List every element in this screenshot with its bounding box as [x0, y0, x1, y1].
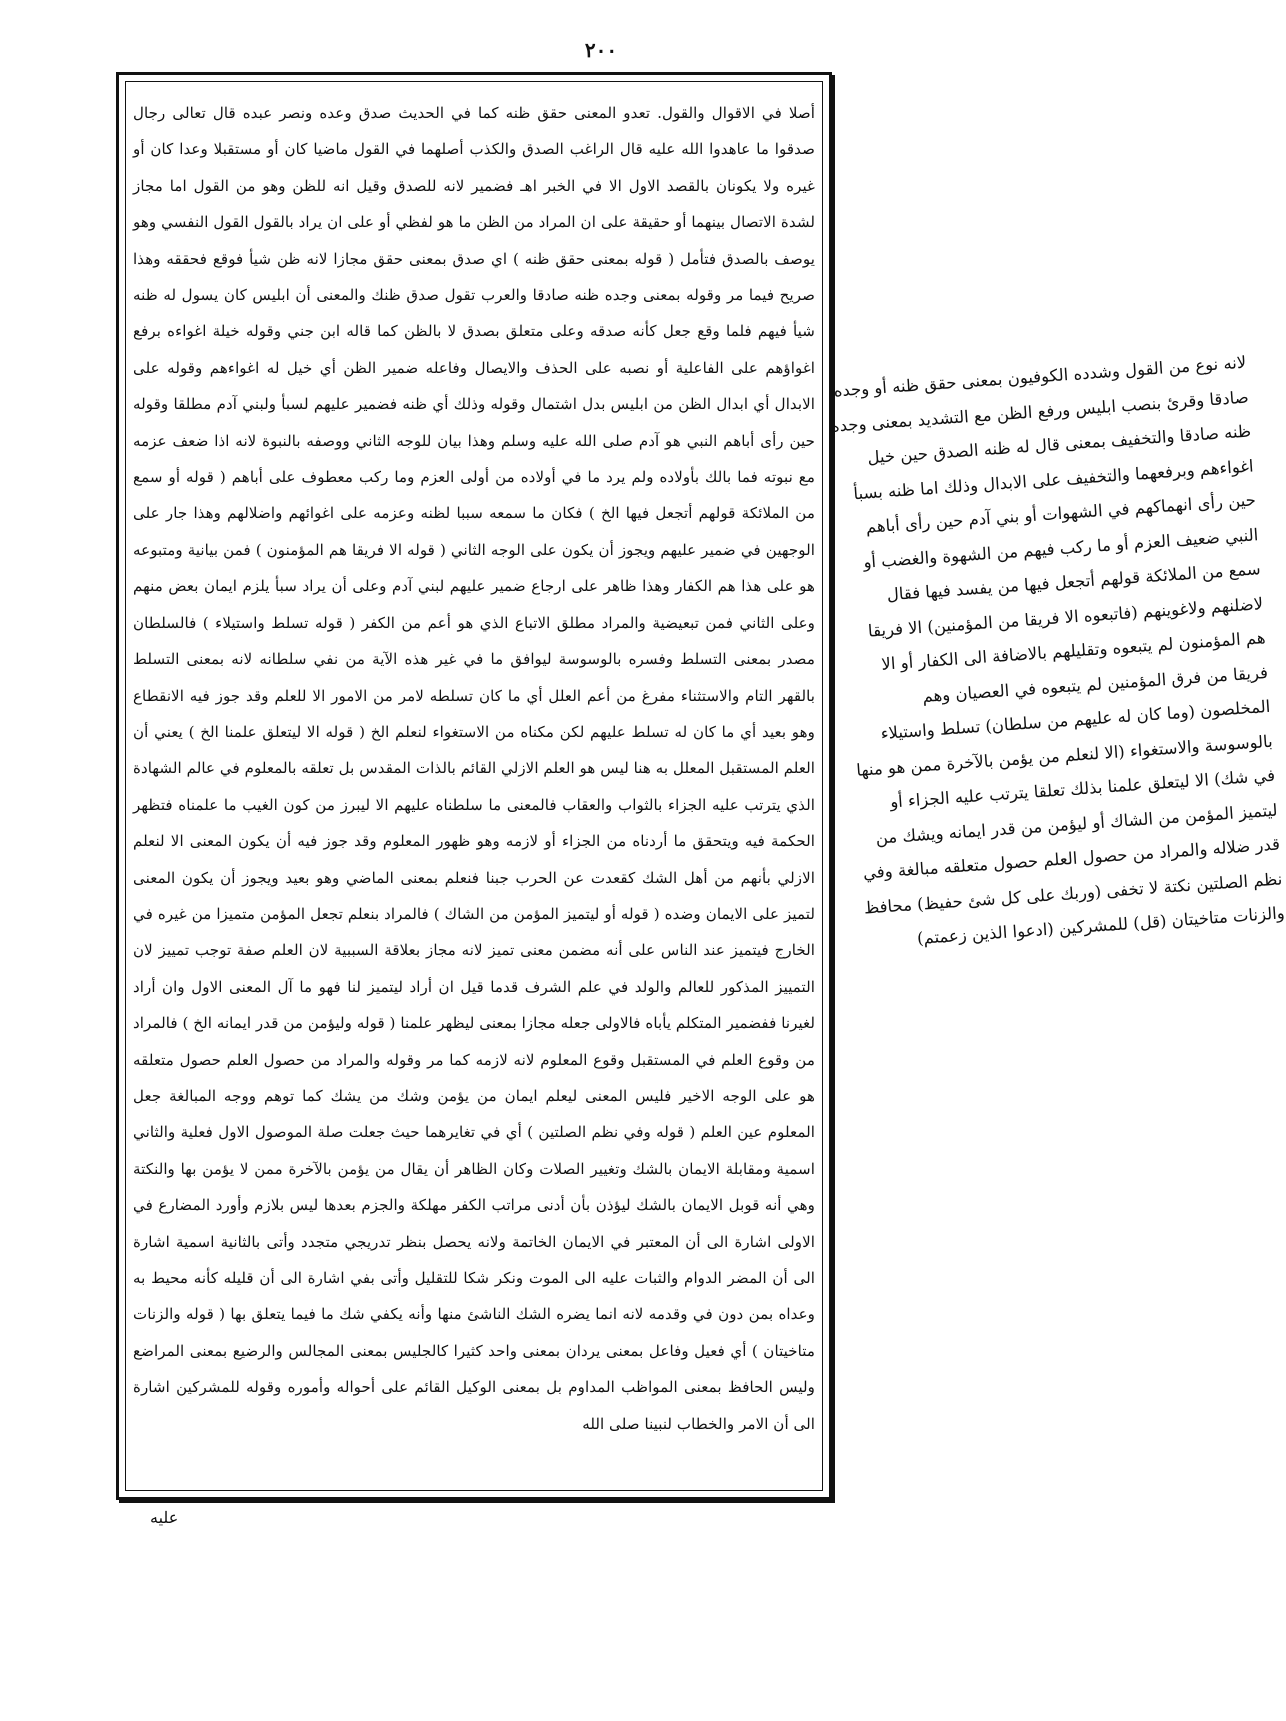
page-number: ٢٠٠ [584, 38, 618, 62]
main-text-paragraph: أصلا في الاقوال والقول. تعدو المعنى حقق ظنه كما في الحديث صدق وعده ونصر عبده قال تعالى رجال صدقوا ما عاهدوا الله عليه قال الراغب الصدق والكذب أصلهما في القول ماضيا كان أو مستقبلا وعدا كان أو غيره ولا يكونان بالقصد الاول الا في الخبر اهـ فضمير لانه للصدق وقيل انه للظن وهو من القول اما مجاز لشدة الاتصال بينهما أو حقيقة على ان المراد من الظن ما هو لفظي أو على ان يراد بالقول القول النفسي وهو يوصف بالصدق فتأمل ( قوله بمعنى حقق ظنه ) اي صدق بمعنى حقق مجازا لانه ظن شيأ فوقع فحققه وهذا صريح فيما مر وقوله بمعنى وجده ظنه صادقا والعرب تقول صدق ظنك والمعنى أن ابليس كان يسول له ظنه شيأ فيهم فلما وقع جعل كأنه صدقه وعلى متعلق بصدق لا بالظن كما قاله ابن جني وقوله خيلة اغواءه برفع اغواؤهم على الفاعلية أو نصبه على الحذف والايصال وفاعله ضمير الظن أي خيل له اغواءهم وقوله على الابدال أي ابدال الظن من ابليس بدل اشتمال وقوله وذلك أي ظنه فضمير عليهم لسبأ ولبني آدم مطلقا وقوله حين رأى أباهم النبي هو آدم صلى الله عليه وسلم وهذا بيان للوجه الثاني ووصفه بالنبوة لانه اذا ضعف عزمه مع نبوته فما بالك بأولاده ولم يرد ما في أولاده من أولى العزم وما ركب معطوف على أباهم ( قوله أو سمع من الملائكة قولهم أتجعل فيها الخ ) فكان ما سمعه سببا لظنه وعزمه على اغوائهم واضلالهم وهذا جار على الوجهين في ضمير عليهم ويجوز أن يكون على الوجه الثاني ( قوله الا فريقا هم المؤمنون ) فمن بيانية ومتبوعه هو على هذا هم الكفار وهذا ظاهر على ارجاع ضمير عليهم لبني آدم وعلى أن يراد سبأ يلزم ايمان بعض منهم وعلى الثاني فمن تبعيضية والمراد مطلق الاتباع الذي هو أعم من الكفر ( قوله تسلط واستيلاء ) فالسلطان مصدر بمعنى التسلط وفسره بالوسوسة ليوافق ما في غير هذه الآية من نفي سلطانه لانه بمعنى التسلط بالقهر التام والاستثناء مفرغ من أعم العلل أي ما كان تسلطه لامر من الامور الا للعلم وقد جوز فيه الانقطاع وهو بعيد أي ما كان له تسلط عليهم لكن مكناه من الاستغواء لنعلم الخ ( قوله الا ليتعلق علمنا الخ ) يعني أن العلم المستقبل المعلل به هنا ليس هو العلم الازلي القائم بالذات المقدس بل تعلقه بالمعلوم في عالم الشهادة الذي يترتب عليه الجزاء بالثواب والعقاب فالمعنى ما سلطناه عليهم الا ليبرز من كون الغيب ما علمناه فتظهر الحكمة فيه ويتحقق ما أردناه من الجزاء أو لازمه وهو ظهور المعلوم وقد جوز فيه أن يكون المعنى الا لنعلم الازلي بأنهم من أهل الشك كقعدت عن الحرب جبنا فنعلم بمعنى الماضي وهو بعيد ويجوز أن يكون المعنى لتميز على الايمان وضده ( قوله أو ليتميز المؤمن من الشاك ) فالمراد بنعلم تجعل المؤمن متميزا من غيره في الخارج فيتميز عند الناس على أنه مضمن معنى تميز لانه مجاز بعلاقة السببية لان العلم صفة توجب تمييز لان التمييز المذكور للعالم والولد في علم الشرف قدما قيل ان أراد ليتميز لنا فهو ما آل المعنى الاول وان أراد لغيرنا ففضمير المتكلم يأباه فالاولى جعله مجازا بمعنى ليظهر علمنا ( قوله وليؤمن من قدر ايمانه الخ ) فالمراد من وقوع العلم في المستقبل وقوع المعلوم لانه لازمه كما مر وقوله والمراد من حصول العلم حصول متعلقه هو على الوجه الاخير فليس المعنى ليعلم ايمان من يؤمن وشك من يشك كما توهم ووجه المبالغة جعل المعلوم عين العلم ( قوله وفي نظم الصلتين ) أي في تغايرهما حيث جعلت صلة الموصول الاول فعلية والثاني اسمية ومقابلة الايمان بالشك وتغيير الصلات وكان الظاهر أن يقال من يؤمن بالآخرة ممن لا يؤمن بها والنكتة وهي أنه قوبل الايمان بالشك ليؤذن بأن أدنى مراتب الكفر مهلكة والجزم بعدها ليس بلازم وأورد المضارع في الاولى اشارة الى أن المعتبر في الايمان الخاتمة ولانه يحصل بنظر تدريجي متجدد وأتى بالثانية اسمية اشارة الى أن المضر الدوام والثبات عليه الى الموت ونكر شكا للتقليل وأتى بفي اشارة الى أن قليله كأنه محيط به وعداه بمن دون في وقدمه لانه انما يضره الشك الناشئ منها وأنه يكفي شك ما فيما يتعلق بها ( قوله والزنات متاخيتان ) أي فعيل وفاعل بمعنى يردان بمعنى واحد كثيرا كالجليس بمعنى المجالس والرضيع بمعنى المراضع وليس الحافظ بمعنى المواظب المداوم بل بمعنى الوكيل القائم على أحواله وأموره وقوله للمشركين اشارة الى أن الامر والخطاب لنبينا صلى الله [133, 104, 815, 1433]
margin-commentary [826, 346, 1285, 954]
main-text-body [133, 95, 815, 1475]
margin-commentary-text: لانه نوع من القول وشدده الكوفيون بمعنى حقق ظنه أو وجده صادقا وقرئ بنصب ابليس ورفع الظن مع التشديد بمعنى وجده ظنه صادقا والتخفيف بمعنى قال له ظنه الصدق حين خيل اغواءهم وبرفعهما والتخفيف على الابدال وذلك اما ظنه بسبأ حين رأى انهماكهم في الشهوات أو بني آدم حين رأى أباهم النبي ضعيف العزم أو ما ركب فيهم من الشهوة والغضب أو سمع من الملائكة قولهم أتجعل فيها من يفسد فيها فقال لاضلنهم ولاغوينهم (فاتبعوه الا فريقا من المؤمنين) الا فريقا هم المؤمنون لم يتبعوه وتقليلهم بالاضافة الى الكفار أو الا فريقا من فرق المؤمنين لم يتبعوه في العصيان وهم المخلصون (وما كان له عليهم من سلطان) تسلط واستيلاء بالوسوسة والاستغواء (الا لنعلم من يؤمن بالآخرة ممن هو منها في شك) الا ليتعلق علمنا بذلك تعلقا يترتب عليه الجزاء أو ليتميز المؤمن من الشاك أو ليؤمن من قدر ايمانه ويشك من قدر ضلاله والمراد من حصول العلم حصول متعلقه مبالغة وفي نظم الصلتين نكتة لا تخفى (وربك على كل شئ حفيظ) محافظ والزنات متاخيتان (قل) للمشركين (ادعوا الذين زعمتم) [830, 352, 1286, 948]
catchword: عليه [150, 1508, 179, 1527]
main-text-frame [116, 72, 832, 1500]
